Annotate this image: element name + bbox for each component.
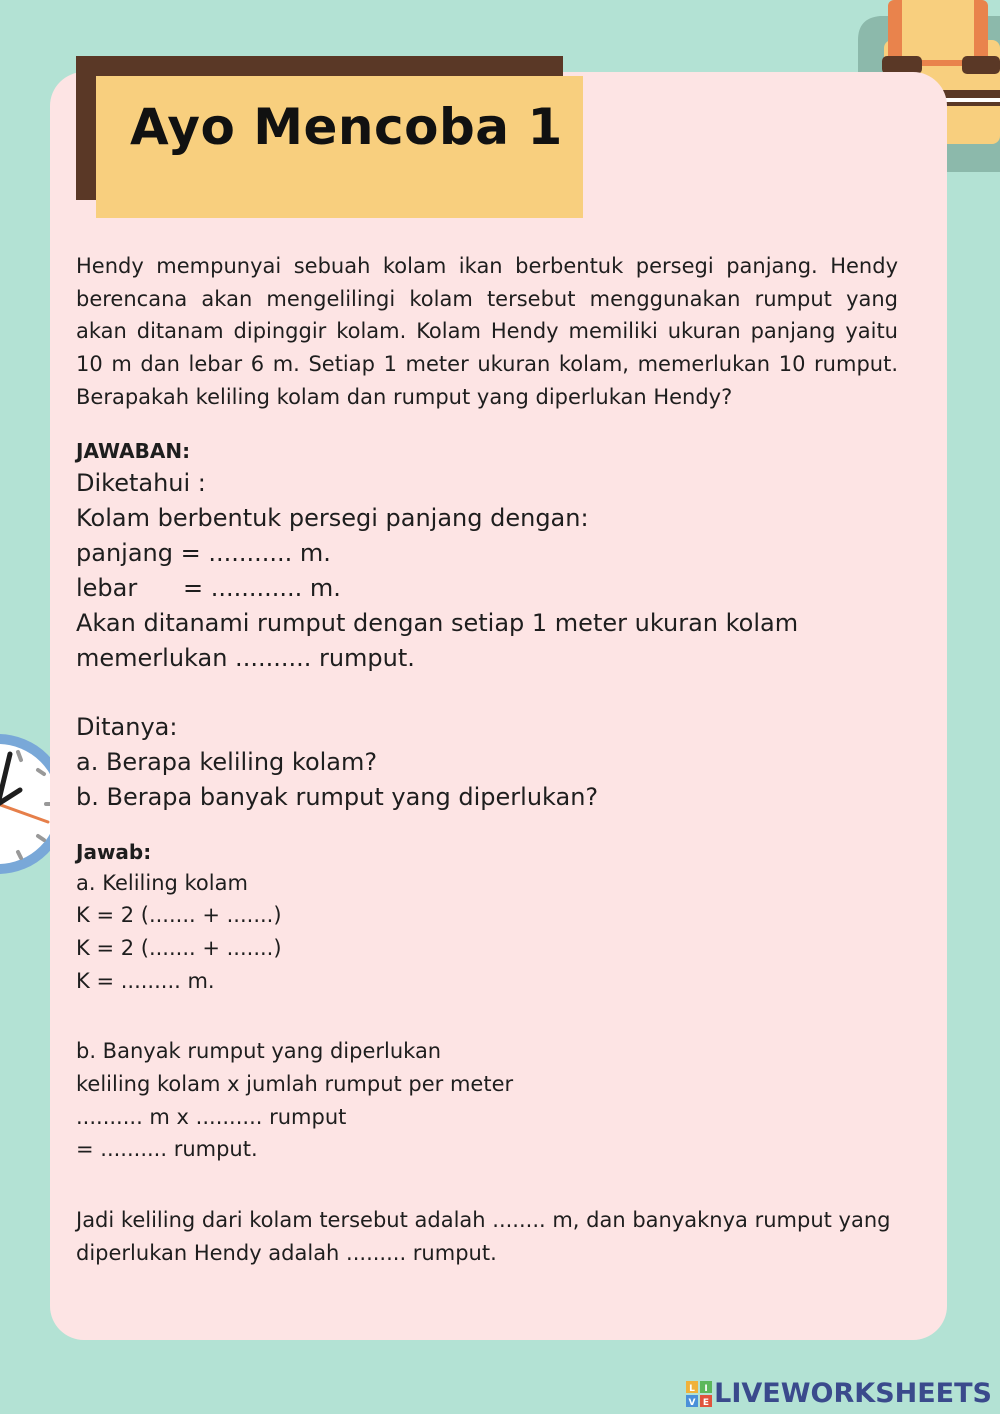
badge-letter: V <box>688 1397 696 1407</box>
known-line: Akan ditanami rumput dengan setiap 1 meter ukuran kolam <box>76 608 799 637</box>
asked-item: b. Berapa banyak rumput yang diperlukan? <box>76 782 599 811</box>
work-heading: Jawab: <box>76 839 152 864</box>
part-b-line: keliling kolam x jumlah rumput per meter <box>76 1072 514 1097</box>
known-length: panjang = ........... m. <box>76 538 331 567</box>
part-a-line: K = ......... m. <box>76 968 215 993</box>
brand-logo[interactable] <box>686 1378 992 1409</box>
known-line: Kolam berbentuk persegi panjang dengan: <box>76 503 589 532</box>
part-a-line: K = 2 (....... + .......) <box>76 935 282 960</box>
badge-letter: I <box>704 1383 708 1394</box>
part-b-line: = .......... rumput. <box>76 1137 258 1162</box>
badge-letter: E <box>703 1397 710 1407</box>
asked-label: Ditanya: <box>76 712 178 741</box>
known-line: memerlukan .......... rumput. <box>76 643 415 672</box>
badge-letter: L <box>689 1383 696 1394</box>
answer-heading: JAWABAN: <box>76 438 191 463</box>
title-box <box>96 76 583 218</box>
brand-badge-icon <box>686 1381 712 1407</box>
known-label: Diketahui : <box>76 468 206 497</box>
page-title: Ayo Mencoba 1 <box>130 98 563 156</box>
brand-text: LIVEWORKSHEETS <box>714 1378 992 1409</box>
part-a-line: a. Keliling kolam <box>76 870 248 895</box>
worksheet-content <box>76 250 898 1270</box>
part-a-line: K = 2 (....... + .......) <box>76 903 282 928</box>
part-b-line: b. Banyak rumput yang diperlukan <box>76 1039 442 1064</box>
known-width: lebar = ............ m. <box>76 573 341 602</box>
conclusion-text: Jadi keliling dari kolam tersebut adalah ........ m, dan banyaknya rumput yang diperlukan Hendy adalah ......... rumput. <box>76 1208 891 1266</box>
problem-text: Hendy mempunyai sebuah kolam ikan berbentuk persegi panjang. Hendy berencana akan mengelilingi kolam tersebut menggunakan rumput yang akan ditanam dipinggir kolam. Kolam Hendy memiliki ukuran panjang yaitu 10 m dan lebar 6 m. Setiap 1 meter ukuran kolam, memerlukan 10 rumput. Berapakah keliling kolam dan rumput yang diperlukan Hendy? <box>76 254 898 409</box>
part-b-line: .......... m x .......... rumput <box>76 1104 347 1129</box>
asked-item: a. Berapa keliling kolam? <box>76 747 378 776</box>
